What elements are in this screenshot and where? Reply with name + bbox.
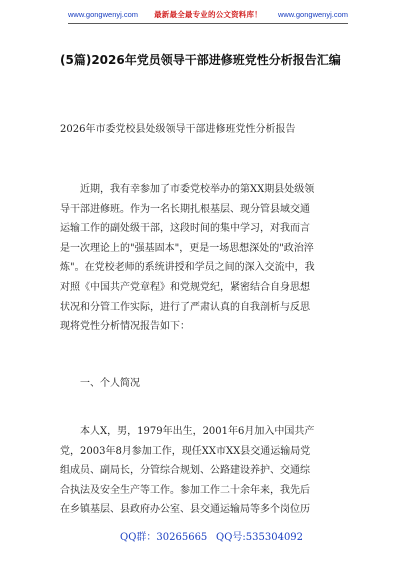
header-site-link-right[interactable]: www.gongwenyj.com <box>277 10 348 19</box>
header-divider <box>68 23 348 24</box>
page-header <box>68 8 348 22</box>
paragraph-line: 在乡镇基层、县政府办公室、县交通运输局等多个岗位历 <box>60 504 310 516</box>
section-heading <box>60 374 354 394</box>
paragraph-line: 状况和分管工作实际，进行了严肃认真的自我剖析与反思 <box>60 301 310 313</box>
document-title: (5篇)2026年党员领导干部进修班党性分析报告汇编 <box>60 53 341 67</box>
paragraph-line: 合执法及安全生产等工作。参加工作二十余年来，我先后 <box>60 484 310 496</box>
paragraph-line: 是一次理论上的"强基固本"，更是一场思想深处的"政治淬 <box>60 242 314 254</box>
paragraph-line: 运输工作的副处级干部，这段时间的集中学习，对我而言 <box>60 223 310 235</box>
header-promo-text: 最新最全最专业的公文资料库！ <box>154 10 262 19</box>
footer-qq-number: QQ号:535304092 <box>216 532 304 543</box>
page-footer <box>0 530 408 546</box>
paragraph-line: 本人X，男，1979年出生，2001年6月加入中国共产 <box>60 426 315 437</box>
paragraph-line: 现将党性分析情况报告如下： <box>60 321 190 333</box>
paragraph-line: 组成员、副局长，分管综合规划、公路建设养护、交通综 <box>60 465 310 477</box>
paragraph-intro <box>60 180 354 337</box>
paragraph-profile <box>60 422 354 520</box>
paragraph-line: 炼"。在党校老师的系统讲授和学员之间的深入交流中，我 <box>60 262 315 274</box>
paragraph-line: 对照《中国共产党章程》和党规党纪，紧密结合自身思想 <box>60 281 310 293</box>
paragraph-line: 党，2003年8月参加工作，现任XX市XX县交通运输局党 <box>60 445 311 457</box>
section-heading-text: 一、个人简况 <box>60 378 140 389</box>
header-site-link-left[interactable]: www.gongwenyj.com <box>68 10 139 19</box>
paragraph-line: 近期，我有幸参加了市委党校举办的第XX期县处级领 <box>60 184 315 195</box>
document-subtitle: 2026年市委党校县处级领导干部进修班党性分析报告 <box>60 124 296 135</box>
paragraph-line: 导干部进修班。作为一名长期扎根基层、现分管县域交通 <box>60 203 310 215</box>
footer-qq-group: QQ群：30265665 <box>120 532 208 543</box>
